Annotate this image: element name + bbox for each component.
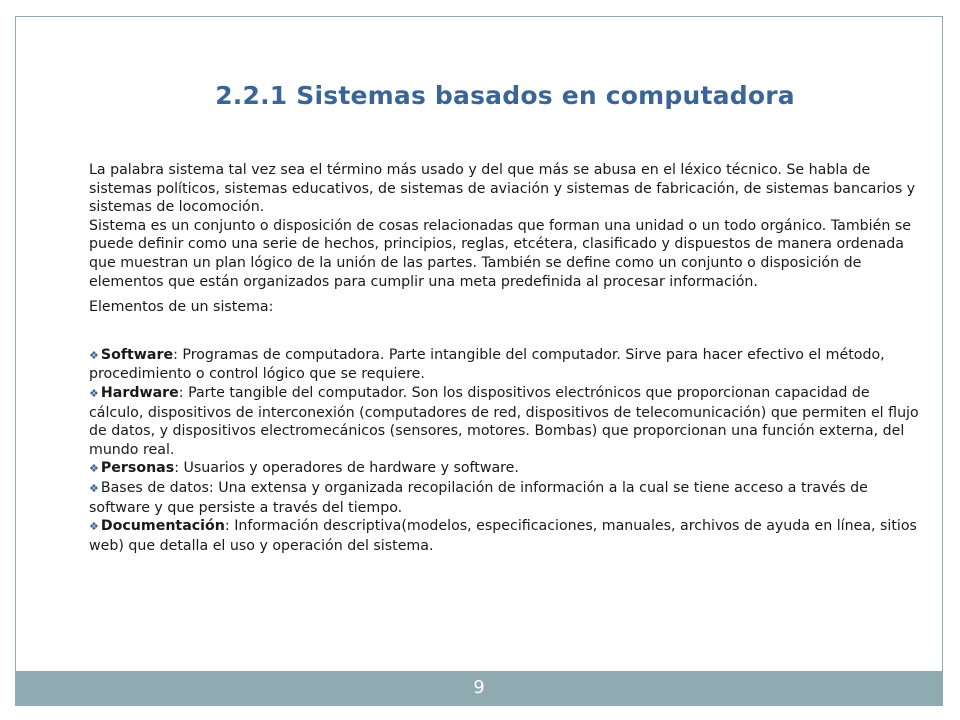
- bullet-term: Hardware: [100, 384, 179, 401]
- diamond-bullet-icon: ❖: [89, 462, 99, 476]
- diamond-bullet-icon: ❖: [89, 481, 99, 495]
- list-item-documentacion: [89, 517, 924, 555]
- slide-body: [89, 161, 924, 555]
- footer-bar: [15, 671, 943, 705]
- bullet-text: : Información descriptiva(modelos, especificaciones, manuales, archivos de ayuda en línea, sitios web) que detalla el uso y operación del sistema.: [89, 518, 917, 554]
- intro-paragraph: La palabra sistema tal vez sea el término más usado y del que más se abusa en el léxico técnico. Se habla de sistemas políticos, sistemas educativos, de sistemas de aviación y sistemas de fabricación, de sistemas bancarios y sistemas de locomoción.: [89, 162, 916, 216]
- definition-paragraph: Sistema es un conjunto o disposición de cosas relacionadas que forman una unidad o un todo orgánico. También se puede definir como una serie de hechos, principios, reglas, etcétera, clasificado y dispuestos de manera ordenada que muestran un plan lógico de la unión de las partes. También se define como un conjunto o disposición de elementos que están organizados para cumplir una meta predefinida al procesar información.: [89, 217, 911, 290]
- list-item-software: [89, 346, 924, 384]
- bullet-text: : Programas de computadora. Parte intangible del computador. Sirve para hacer efectivo el método, procedimiento o control lógico que se requiere.: [89, 346, 885, 383]
- bullet-text: Bases de datos: Una extensa y organizada recopilación de información a la cual se tiene acceso a través de software y que persiste a través del tiempo.: [89, 479, 868, 516]
- list-item-personas: [89, 459, 924, 479]
- diamond-bullet-icon: ❖: [89, 348, 99, 362]
- bullet-term: Software: [100, 346, 174, 363]
- elements-heading: Elementos de un sistema:: [89, 299, 274, 316]
- bullet-text: : Usuarios y operadores de hardware y software.: [174, 460, 519, 477]
- slide-title: 2.2.1 Sistemas basados en computadora: [215, 81, 795, 110]
- list-item-hardware: [89, 384, 924, 459]
- bullet-term: Documentación: [100, 518, 225, 535]
- list-item-bases-de-datos: [89, 479, 924, 517]
- elements-list: [89, 346, 924, 556]
- page-number: 9: [473, 677, 485, 698]
- diamond-bullet-icon: ❖: [89, 386, 99, 400]
- bullet-text: : Parte tangible del computador. Son los dispositivos electrónicos que proporcionan capacidad de cálculo, dispositivos de interconexión (computadores de red, dispositivos de telecomunicación) que permiten el flujo de datos, y dispositivos electromecánicos (sensores, motores. Bombas) que proporcionan una función externa, del mundo real.: [89, 384, 919, 458]
- bullet-term: Personas: [100, 460, 175, 477]
- diamond-bullet-icon: ❖: [89, 520, 99, 534]
